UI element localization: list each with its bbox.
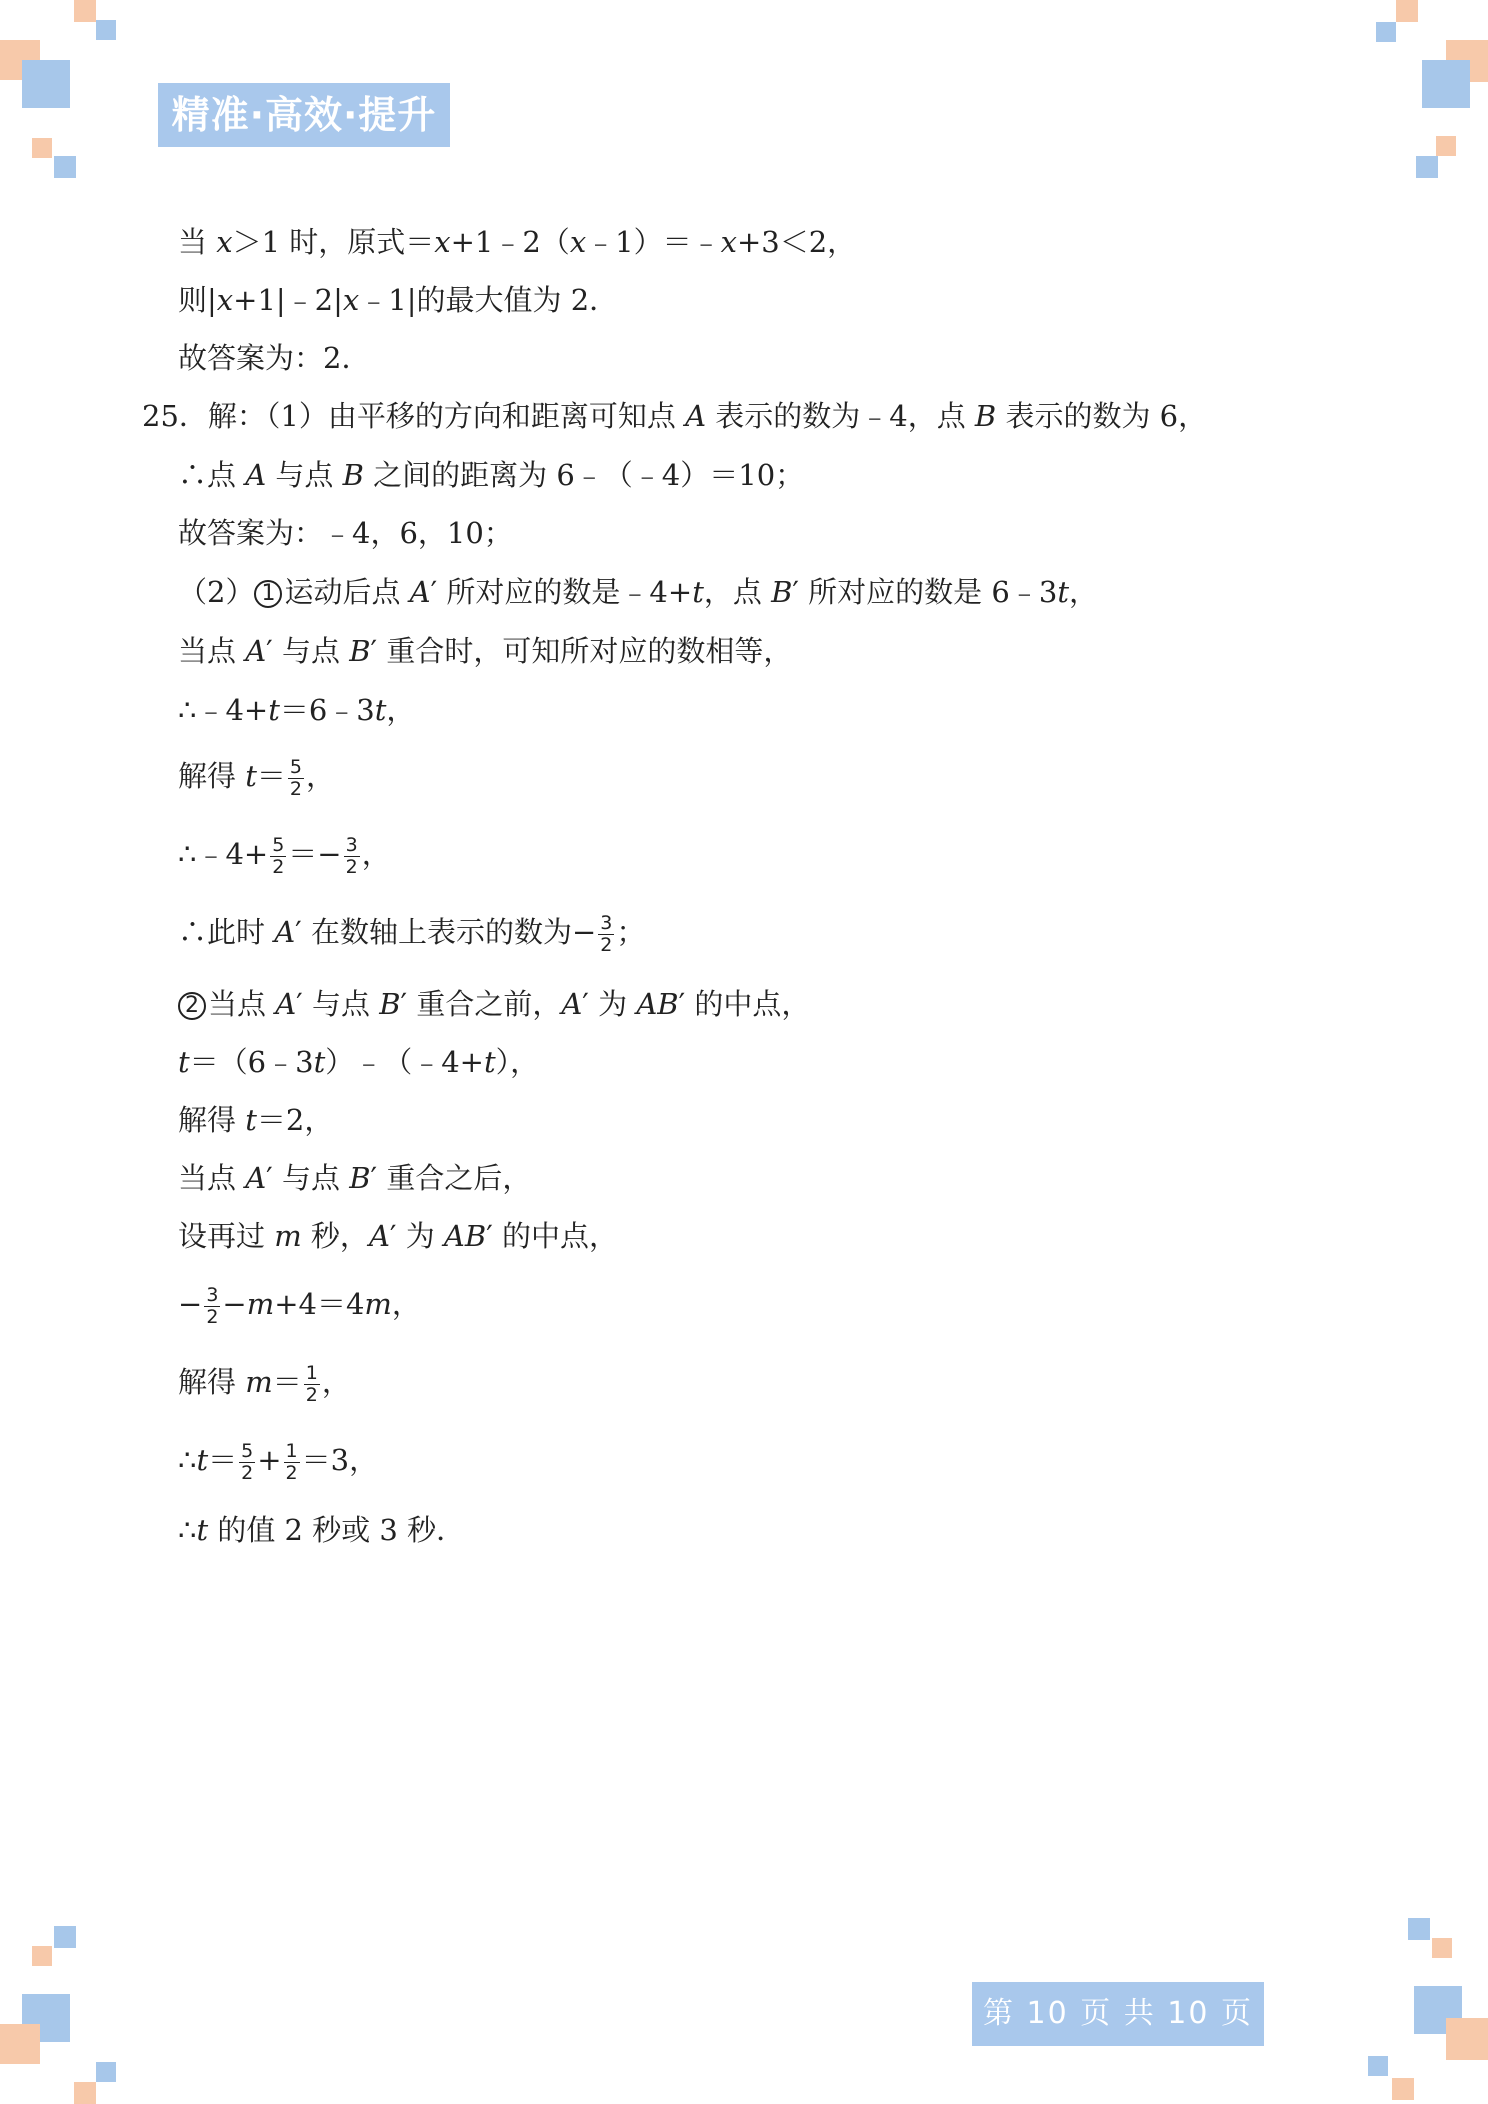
text-line: 当点 A′ 与点 B′ 重合之后， [178,1161,532,1195]
text-line: 故答案为：2． [178,341,371,375]
text-line: t＝（6﹣3t）﹣（﹣4+t）， [178,1045,540,1079]
text-line: 解得 t＝ $\frac{5}{2}$ ， [178,755,335,800]
text-line: 设再过 m 秒，A′ 为 AB′ 的中点， [178,1219,618,1253]
text-line: ∴此时 A′ 在数轴上表示的数为− $\frac{3}{2}$ ； [178,911,646,956]
text-line: ∴t 的值 2 秒或 3 秒． [178,1513,466,1547]
text-line: 2 当点 A′ 与点 B′ 重合之前，A′ 为 AB′ 的中点， [178,984,810,1024]
text-line: 当 x＞1 时，原式＝x+1﹣2（x﹣1）＝﹣x+3＜2， [178,225,857,259]
text-line: − $\frac{3}{2}$ −m+4＝4m， [178,1283,421,1328]
text-line: 则|x+1|﹣2|x﹣1|的最大值为 2． [178,283,619,317]
question-25-heading: 25．解：（1）由平移的方向和距离可知点 A 表示的数为﹣4，点 B 表示的数为 6， [142,399,1208,433]
text-line: ∴t＝ $\frac{5}{2}$ + $\frac{1}{2}$ ＝3， [178,1439,379,1484]
header-banner: 精准·高效·提升 [158,83,450,147]
text-line: 当点 A′ 与点 B′ 重合时，可知所对应的数相等， [178,634,793,668]
text-line: （2） 1 运动后点 A′ 所对应的数是﹣4+t，点 B′ 所对应的数是 6﹣3t， [178,575,1098,609]
text-line: 解得 t＝2， [178,1103,334,1137]
text-line: 故答案为：﹣4，6，10； [178,516,513,550]
text-line: ∴﹣4+ $\frac{5}{2}$ ＝− $\frac{3}{2}$ ， [178,833,391,878]
text-line: ∴点 A 与点 B 之间的距离为 6﹣（﹣4）＝10； [178,458,805,492]
text-line: ∴﹣4+t＝6﹣3t， [178,693,416,727]
page-number: 第 10 页 共 10 页 [972,1982,1264,2046]
text-line: 解得 m＝ $\frac{1}{2}$ ， [178,1361,351,1406]
